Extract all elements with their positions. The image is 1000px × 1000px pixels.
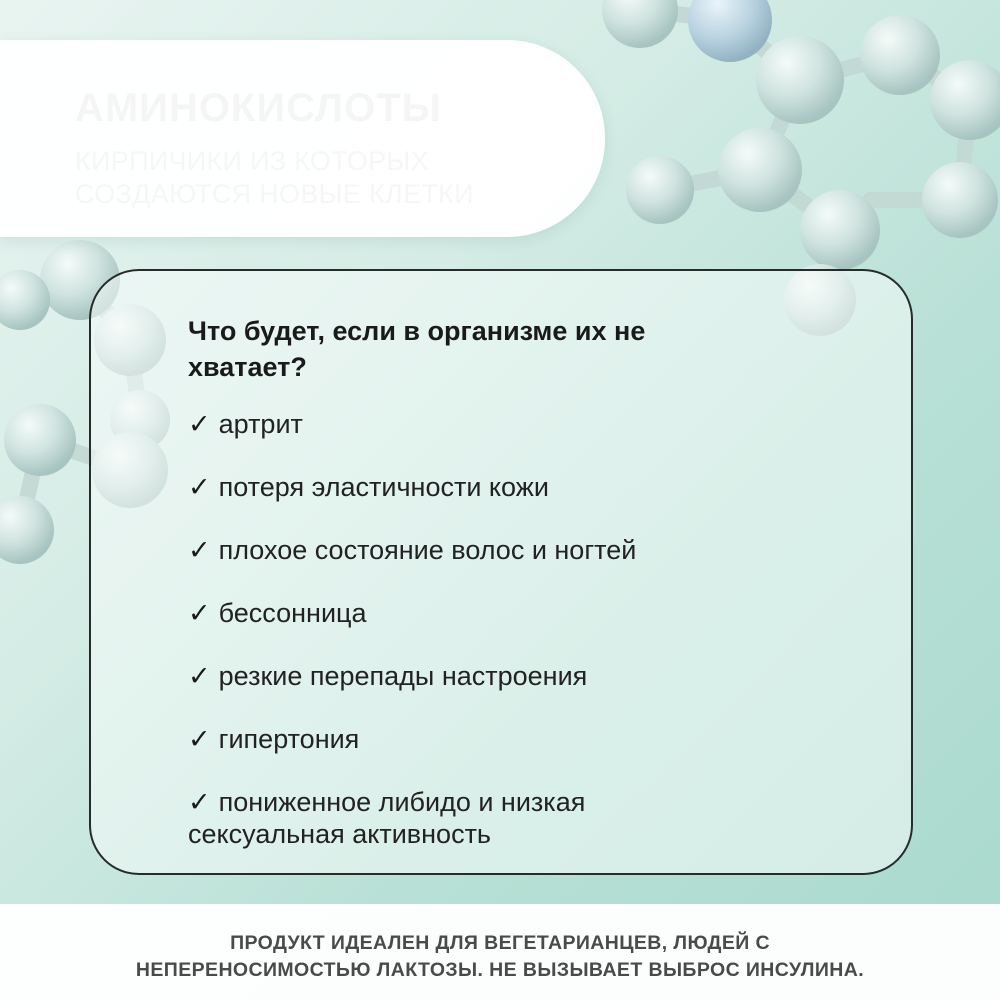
question-heading <box>188 313 788 385</box>
list-item-text: гипертония <box>218 724 360 754</box>
check-icon: ✓ <box>188 661 211 691</box>
list-item-text: резкие перепады настроения <box>218 661 588 691</box>
check-icon: ✓ <box>188 535 211 565</box>
check-icon: ✓ <box>188 787 211 817</box>
list-item-text: потеря эластичности кожи <box>218 472 549 502</box>
check-icon: ✓ <box>188 724 211 754</box>
question-line-1: Что будет, если в организме их не <box>188 316 646 346</box>
list-item <box>188 534 636 566</box>
list-item-text: пониженное либидо и низкая <box>218 787 586 817</box>
footer-line-2: НЕПЕРЕНОСИМОСТЬЮ ЛАКТОЗЫ. НЕ ВЫЗЫВАЕТ ВЫБРОС ИНСУЛИНА. <box>135 959 865 981</box>
list-item <box>188 660 636 692</box>
symptom-list <box>188 408 636 881</box>
list-item-text: плохое состояние волос и ногтей <box>218 535 637 565</box>
list-item <box>188 408 636 440</box>
list-item-text: бессонница <box>218 598 367 628</box>
check-icon: ✓ <box>188 472 211 502</box>
list-item <box>188 786 636 850</box>
footer-line-1: ПРОДУКТ ИДЕАЛЕН ДЛЯ ВЕГЕТАРИАНЦЕВ, ЛЮДЕЙ С <box>230 932 770 954</box>
list-item <box>188 723 636 755</box>
footer-note <box>0 930 1000 984</box>
list-item-text: артрит <box>218 409 303 439</box>
list-item <box>188 471 636 503</box>
check-icon: ✓ <box>188 409 211 439</box>
list-item <box>188 597 636 629</box>
question-line-2: хватает? <box>188 352 307 382</box>
list-item-text-continued: сексуальная активность <box>188 819 491 849</box>
check-icon: ✓ <box>188 598 211 628</box>
header-card <box>0 40 605 237</box>
